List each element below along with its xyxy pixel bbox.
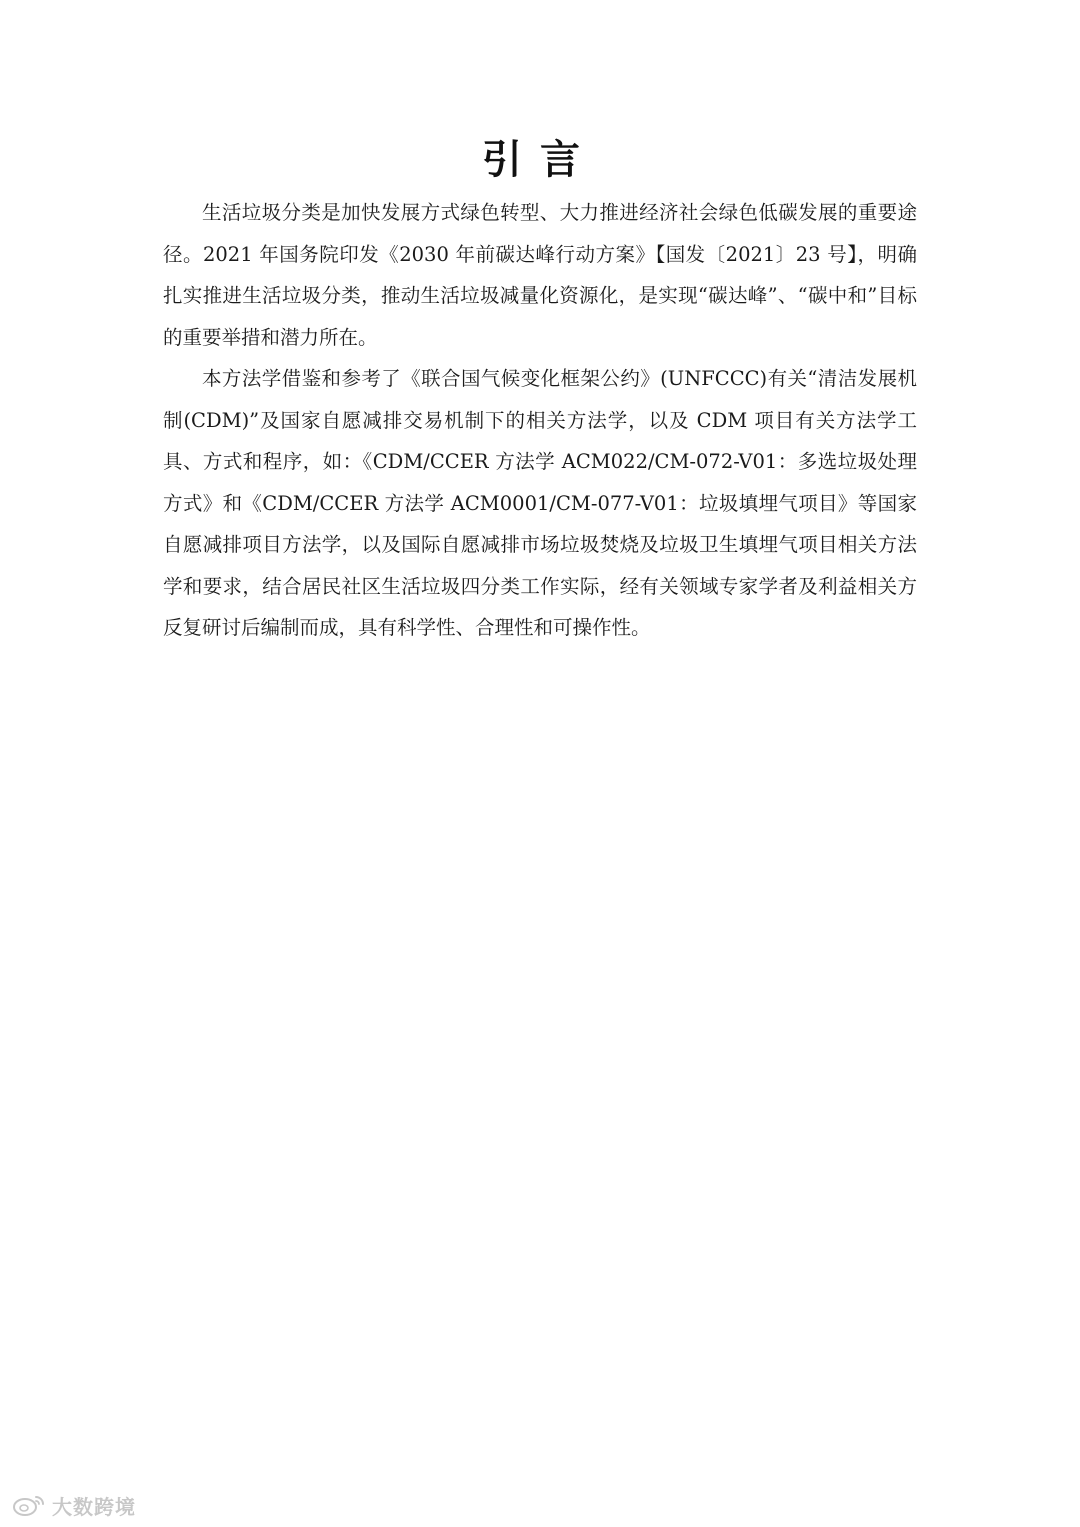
paragraph-1: 生活垃圾分类是加快发展方式绿色转型、大力推进经济社会绿色低碳发展的重要途径。2021 年国务院印发《2030 年前碳达峰行动方案》【国发〔2021〕23 号】，明确扎实推进生活垃圾分类，推动生活垃圾减量化资源化，是实现“碳达峰”、“碳中和”目标的重要举措和潜力所在。 <box>163 201 917 349</box>
document-body <box>163 192 917 649</box>
paragraph-2: 本方法学借鉴和参考了《联合国气候变化框架公约》(UNFCCC)有关“清洁发展机制(CDM)”及国家自愿减排交易机制下的相关方法学，以及 CDM 项目有关方法学工具、方式和程序，如：《CDM/CCER 方法学 ACM022/CM-072-V01：多选垃圾处理方式》和《CDM/CCER 方法学 ACM0001/CM-077-V01：垃圾填埋气项目》等国家自愿减排项目方法学，以及国际自愿减排市场垃圾焚烧及垃圾卫生填埋气项目相关方法学和要求，结合居民社区生活垃圾四分类工作实际，经有关领域专家学者及利益相关方反复研讨后编制而成，具有科学性、合理性和可操作性。 <box>163 367 917 639</box>
watermark <box>10 1490 136 1520</box>
page-title: 引言 <box>482 137 598 183</box>
watermark-text: 大数跨境 <box>52 1494 136 1519</box>
weibo-logo-icon <box>10 1493 46 1517</box>
